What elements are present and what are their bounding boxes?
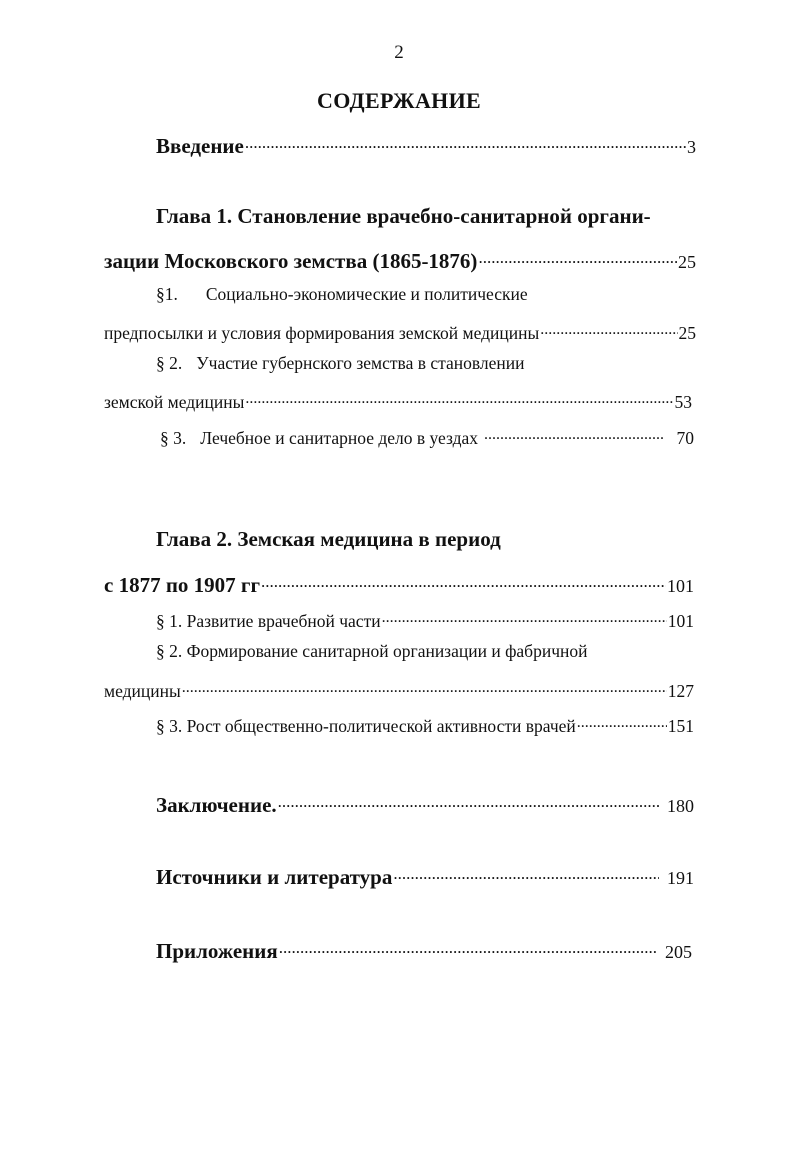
chapter2-title-line1[interactable]: Глава 2. Земская медицина в период [156, 527, 501, 551]
toc-entry-label: Введение [156, 134, 244, 159]
dot-leader [382, 606, 667, 627]
dot-leader [279, 933, 657, 958]
toc-entry-page: 3 [687, 137, 696, 158]
toc-entry-page: 101 [667, 611, 694, 631]
section-title: § 1. Развитие врачебной части [156, 611, 381, 631]
section-marker: § 3. [160, 428, 187, 448]
section-title: Социально-экономические и политические [205, 284, 528, 304]
toc-entry-chapter1[interactable] [104, 243, 696, 274]
toc-entry-ch1-section2[interactable] [104, 387, 692, 413]
dot-leader [245, 128, 686, 153]
toc-entry-chapter2[interactable] [104, 567, 694, 598]
chapter2-title-line2: с 1877 по 1907 гг [104, 573, 260, 598]
dot-leader [245, 387, 673, 408]
toc-entry-ch2-section2[interactable] [104, 676, 694, 702]
toc-entry-ch1-section1[interactable] [104, 318, 696, 344]
dot-leader [484, 423, 664, 444]
toc-entry-conclusion[interactable] [156, 787, 694, 818]
chapter1-title-line2: зации Московского земства (1865-1876) [104, 249, 478, 274]
toc-entry-label: Источники и литература [156, 865, 393, 890]
ch1-section1-line1[interactable] [156, 284, 528, 305]
toc-entry-page: 180 [667, 796, 694, 817]
section-title-cont: земской медицины [104, 392, 245, 412]
toc-entry-label: Приложения [156, 939, 278, 964]
toc-entry-label: Заключение. [156, 793, 277, 818]
section-title: Участие губернского земства в становлении [196, 353, 525, 373]
dot-leader [182, 676, 667, 697]
section-title-cont: медицины [104, 681, 181, 701]
toc-entry-appendix[interactable] [156, 933, 692, 964]
dot-leader [577, 711, 667, 732]
dot-leader [540, 318, 677, 339]
toc-entry-ch2-section1[interactable] [156, 606, 694, 632]
toc-entry-introduction[interactable] [156, 128, 696, 159]
toc-entry-ch1-section3[interactable] [160, 423, 694, 449]
dot-leader [261, 567, 666, 592]
ch2-section2-line1[interactable]: § 2. Формирование санитарной организации и фабричной [156, 641, 588, 661]
toc-entry-page: 25 [678, 252, 696, 273]
ch1-section2-line1[interactable] [156, 353, 525, 374]
toc-entry-page: 25 [678, 323, 696, 343]
toc-entry-page: 191 [667, 868, 694, 889]
section-title-cont: предпосылки и условия формирования земской медицины [104, 323, 540, 343]
toc-entry-page: 127 [667, 681, 694, 701]
toc-entry-page: 53 [674, 392, 692, 412]
chapter1-title-line1[interactable]: Глава 1. Становление врачебно-санитарной органи- [156, 204, 651, 228]
toc-entry-sources[interactable] [156, 859, 694, 890]
section-marker: §1. [156, 284, 178, 304]
dot-leader [478, 243, 677, 268]
page-number: 2 [394, 42, 404, 63]
toc-entry-page: 151 [667, 716, 694, 736]
section-marker: § 2. [156, 353, 183, 373]
toc-entry-page: 205 [665, 942, 692, 963]
toc-entry-ch2-section3[interactable] [156, 711, 694, 737]
section-title: Лечебное и санитарное дело в уездах [200, 428, 479, 448]
toc-entry-page: 70 [676, 428, 694, 448]
page-title: СОДЕРЖАНИЕ [317, 88, 481, 113]
dot-leader [393, 859, 659, 884]
toc-entry-page: 101 [667, 576, 694, 597]
dot-leader [278, 787, 659, 812]
section-title: § 3. Рост общественно-политической активности врачей [156, 716, 576, 736]
